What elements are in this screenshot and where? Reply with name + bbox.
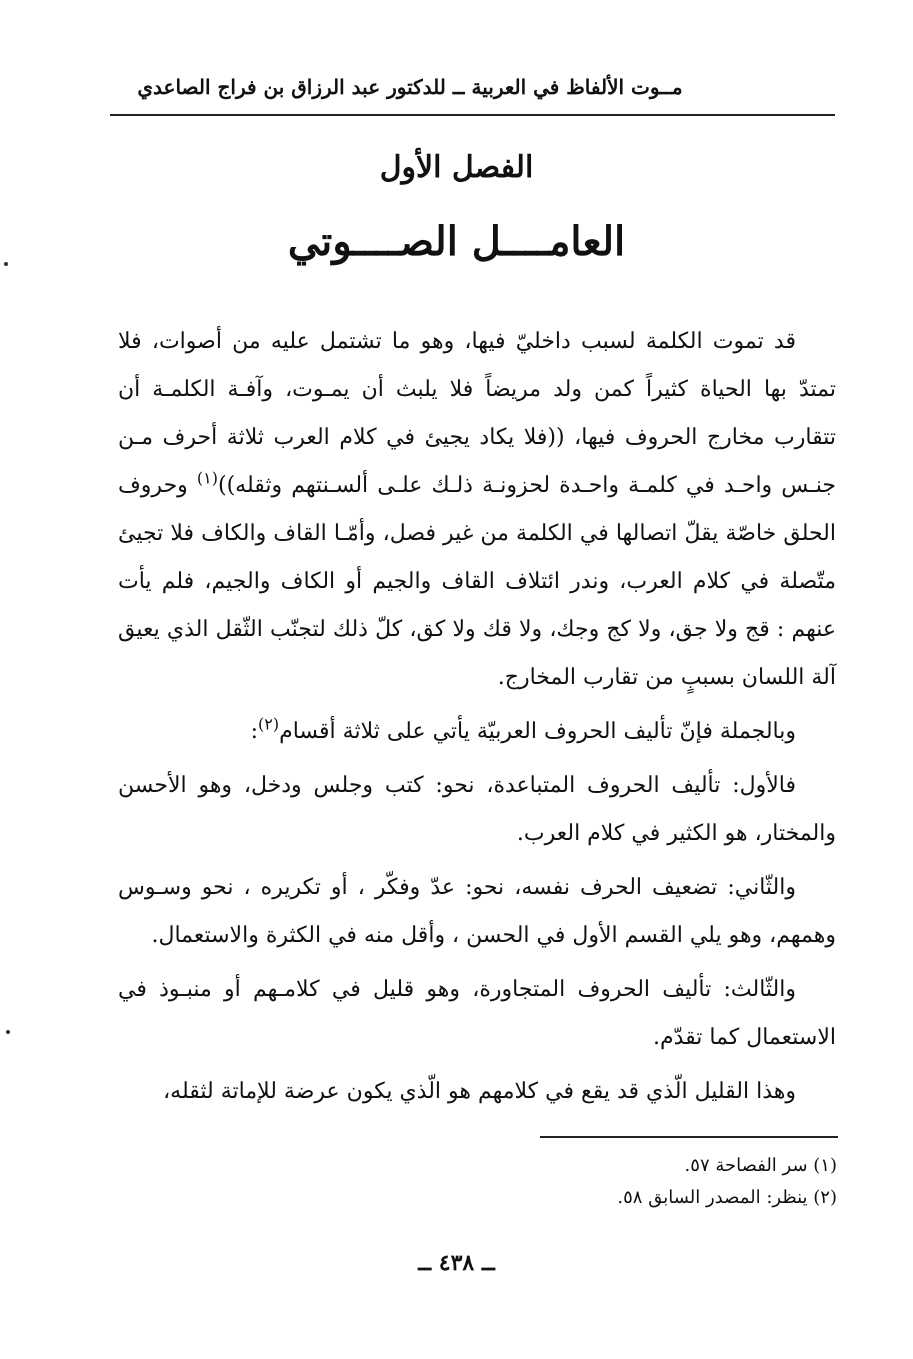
header-rule <box>110 114 835 116</box>
chapter-title: العامــــل الصــــوتي <box>287 218 626 265</box>
chapter-label: الفصل الأول <box>379 150 534 185</box>
paragraph <box>118 864 836 960</box>
paragraph-text-continued: وحروف الحلق خاصّة يقلّ اتصالها في الكلمة من غير فصل، وأمّـا القاف والكاف فلا تجيئ متّصلة في كلام العرب، وندر ائتلاف القاف والجيم أو الكاف والجيم، فلم يأت عنهم : قج ولا جق، ولا كج وجك، ولا قك ولا كق، كلّ ذلك لتجنّب الثّقل الذي يعيق آلة اللسان بسببٍ من تقارب المخارج. <box>118 473 836 690</box>
paragraph <box>118 318 836 702</box>
footnotes <box>137 1150 837 1214</box>
margin-speck <box>4 262 8 266</box>
paragraph <box>118 966 836 1062</box>
paragraph-text-continued: : <box>250 719 258 744</box>
paragraph-text: فالأول: تأليف الحروف المتباعدة، نحو: كتب وجلس ودخل، وهو الأحسن والمختار، هو الكثير في كلام العرب. <box>118 773 836 846</box>
footnote: (٢) ينظر: المصدر السابق ٥٨. <box>617 1187 837 1208</box>
paragraph-text: وبالجملة فإنّ تأليف الحروف العربيّة يأتي على ثلاثة أقسام <box>279 719 796 744</box>
running-header: مــوت الألفاظ في العربية ــ للدكتور عبد الرزاق بن فراج الصاعدي <box>137 75 683 99</box>
body-text <box>118 318 836 1116</box>
paragraph <box>118 762 836 858</box>
page-number: ــ ٤٣٨ ــ <box>418 1250 495 1276</box>
paragraph-text: وهذا القليل الّذي قد يقع في كلامهم هو الّذي يكون عرضة للإماتة لثقله، <box>163 1079 796 1104</box>
margin-speck <box>6 1030 10 1034</box>
footnote-reference: (١) <box>196 468 218 488</box>
footnote-reference: (٢) <box>258 714 280 734</box>
footnote-rule <box>540 1136 838 1138</box>
paragraph <box>118 708 836 756</box>
paragraph-text: قد تموت الكلمة لسبب داخليّ فيها، وهو ما تشتمل عليه من أصوات، فلا تمتدّ بها الحياة كثيراً كمن ولد مريضاً فلا يلبث أن يمـوت، وآفـة الكلمـة أن تتقارب مخارج الحروف فيها، ((فلا يكاد يجيئ في كلام العرب ثلاثة أحرف مـن جنـس واحـد في كلمـة واحـدة لحزونـة ذلـك علـى ألسـنتهم وثقله)) <box>118 329 836 498</box>
footnote: (١) سر الفصاحة ٥٧. <box>684 1155 837 1176</box>
paragraph <box>118 1068 836 1116</box>
paragraph-text: والثّاني: تضعيف الحرف نفسه، نحو: عدّ وفكّر ، أو تكريره ، نحو وسـوس وهمهم، وهو يلي القسم الأول في الحسن ، وأقل منه في الكثرة والاستعمال. <box>118 875 836 948</box>
paragraph-text: والثّالث: تأليف الحروف المتجاورة، وهو قليل في كلامـهم أو منبـوذ في الاستعمال كما تقدّم. <box>118 977 836 1050</box>
